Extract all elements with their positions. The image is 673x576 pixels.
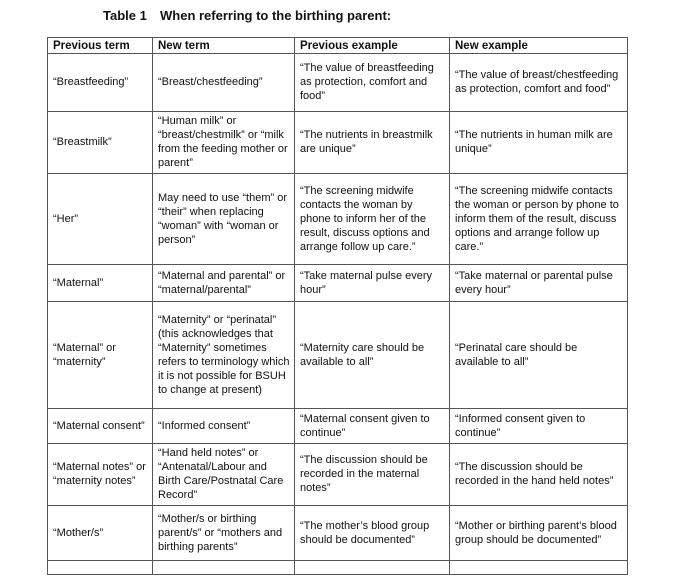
table-row [48,506,628,561]
table-caption [103,8,391,24]
previous-example-cell: “The nutrients in breastmilk are unique” [295,112,450,174]
previous-example-cell: “The discussion should be recorded in the maternal notes” [295,444,450,506]
new-example-cell: “Take maternal or parental pulse every hour” [450,265,628,302]
header-new-term: New term [153,38,295,54]
new-term-cell: “Maternity” or “perinatal” (this acknowledges that “Maternity” sometimes refers to terminology which it is not possible for BSUH to change at present) [153,302,295,409]
previous-term-cell: “Breastmilk” [48,112,153,174]
previous-example-cell: “The screening midwife contacts the woman by phone to inform her of the result, discuss options and arrange follow up care.” [295,174,450,265]
header-previous-example: Previous example [295,38,450,54]
empty-cell [295,561,450,575]
table-row [48,112,628,174]
empty-cell [153,561,295,575]
previous-example-cell: “The value of breastfeeding as protection, comfort and food” [295,54,450,112]
previous-example-cell: “Take maternal pulse every hour” [295,265,450,302]
new-example-cell: “Mother or birthing parent’s blood group should be documented” [450,506,628,561]
new-example-cell: “The nutrients in human milk are unique” [450,112,628,174]
new-term-cell: “Mother/s or birthing parent/s” or “mothers and birthing parents” [153,506,295,561]
new-term-cell: “Informed consent” [153,409,295,444]
table-row [48,409,628,444]
table-row [48,444,628,506]
new-example-cell: “The value of breast/chestfeeding as protection, comfort and food” [450,54,628,112]
previous-example-cell: “Maternal consent given to continue” [295,409,450,444]
table-row [48,174,628,265]
new-example-cell: “The discussion should be recorded in the hand held notes” [450,444,628,506]
previous-term-cell: “Mother/s” [48,506,153,561]
new-example-cell: “Perinatal care should be available to all” [450,302,628,409]
previous-term-cell: “Maternal notes” or “maternity notes” [48,444,153,506]
table-row-cutoff [48,561,628,575]
previous-term-cell: “Maternal” [48,265,153,302]
previous-example-cell: “The mother’s blood group should be documented” [295,506,450,561]
new-term-cell: “Human milk” or “breast/chestmilk” or “milk from the feeding mother or parent” [153,112,295,174]
new-term-cell: “Breast/chestfeeding” [153,54,295,112]
table-row [48,265,628,302]
table-title: When referring to the birthing parent: [160,8,392,23]
table-row [48,302,628,409]
header-previous-term: Previous term [48,38,153,54]
table-header-row [48,38,628,54]
empty-cell [48,561,153,575]
header-new-example: New example [450,38,628,54]
table-row [48,54,628,112]
table-number: Table 1 [103,8,147,23]
empty-cell [450,561,628,575]
new-term-cell: “Hand held notes” or “Antenatal/Labour and Birth Care/Postnatal Care Record” [153,444,295,506]
terminology-table [47,37,628,575]
new-example-cell: “Informed consent given to continue” [450,409,628,444]
previous-term-cell: “Breastfeeding” [48,54,153,112]
previous-term-cell: “Maternal” or “maternity” [48,302,153,409]
previous-term-cell: “Her” [48,174,153,265]
previous-example-cell: “Maternity care should be available to all” [295,302,450,409]
new-term-cell: “Maternal and parental” or “maternal/parental” [153,265,295,302]
new-example-cell: “The screening midwife contacts the woman or person by phone to inform them of the result, discuss options and arrange follow up care.” [450,174,628,265]
previous-term-cell: “Maternal consent” [48,409,153,444]
new-term-cell: May need to use “them” or “their” when replacing “woman” with “woman or person” [153,174,295,265]
